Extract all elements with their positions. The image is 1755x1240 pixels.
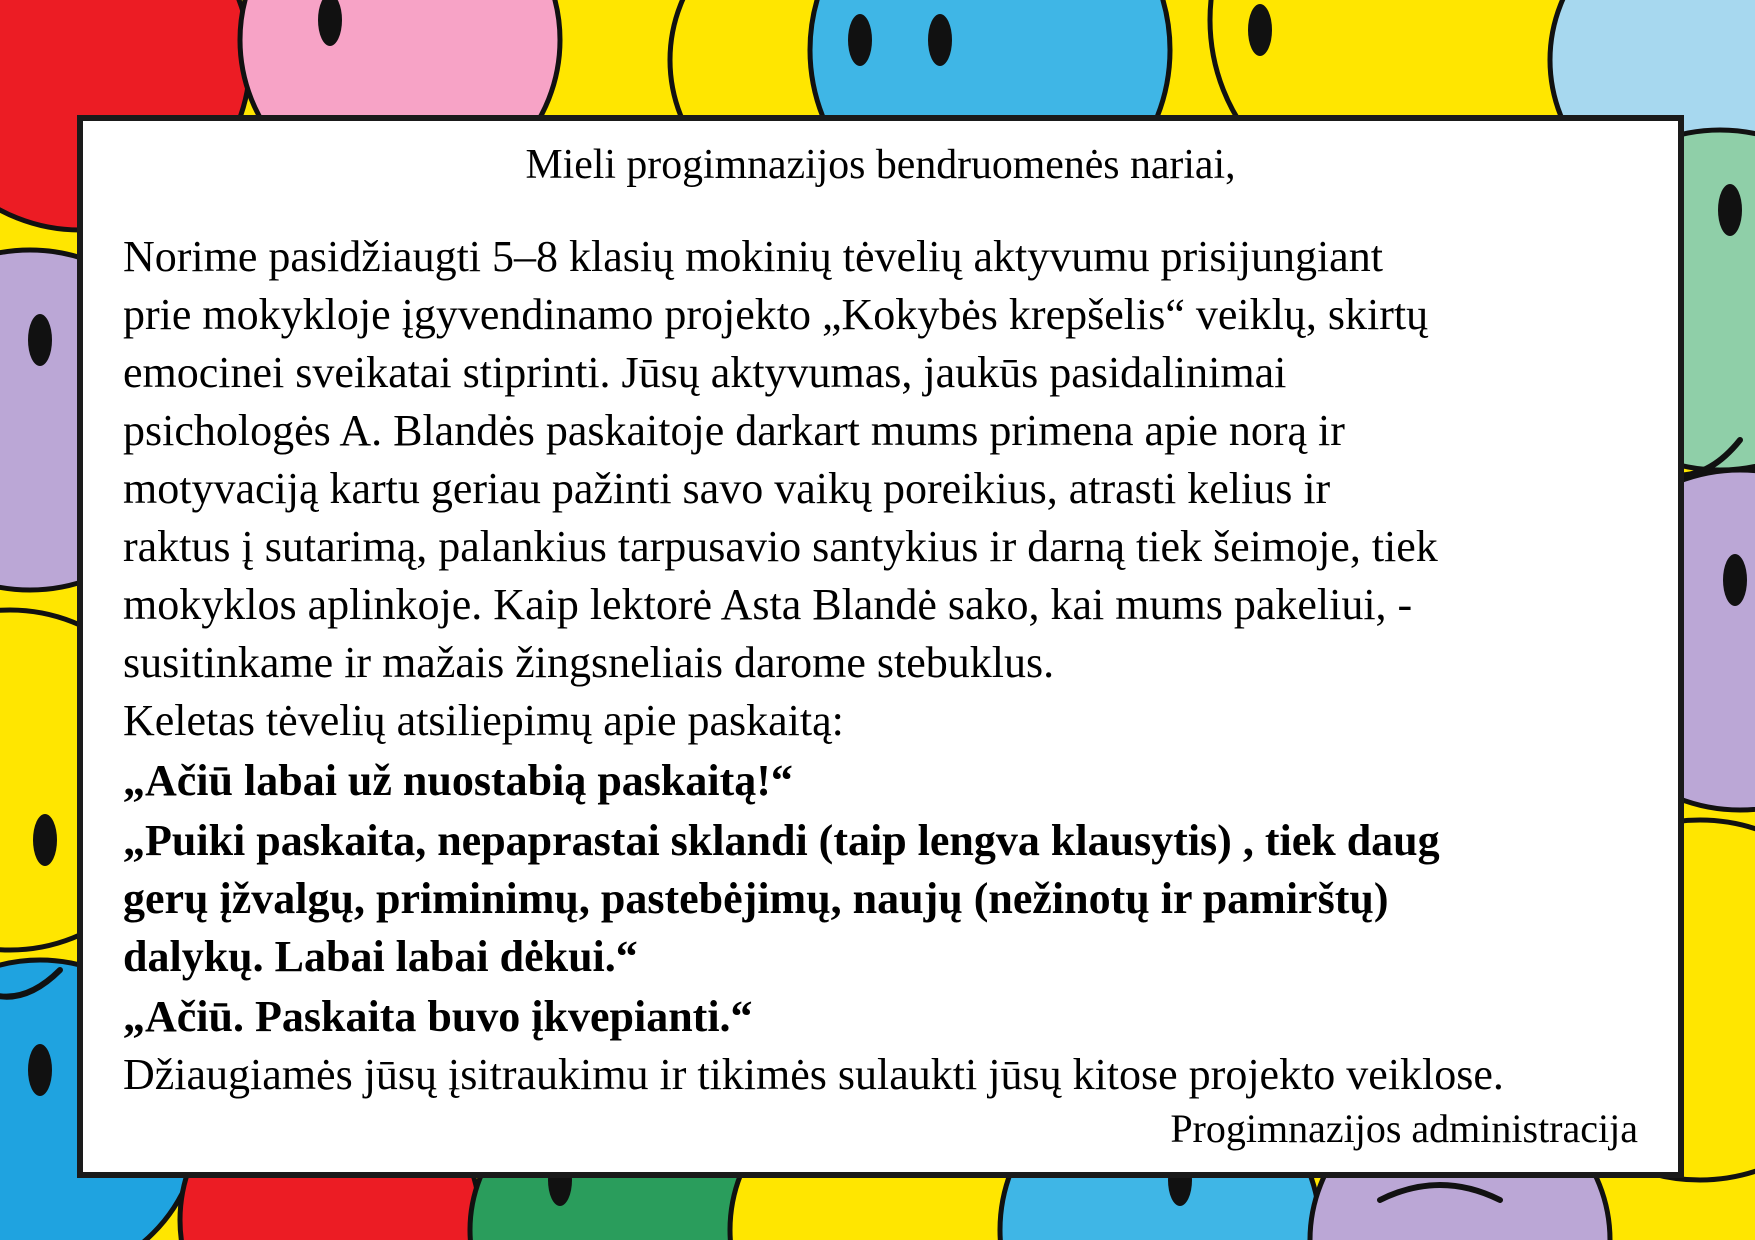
paragraph-line: raktus į sutarimą, palankius tarpusavio santykius ir darną tiek šeimoje, tiek [123,522,1438,571]
paragraph-line: prie mokykloje įgyvendinamo projekto „Kokybės krepšelis“ veiklų, skirtų [123,290,1429,339]
paragraph-line: Norime pasidžiaugti 5–8 klasių mokinių tėvelių aktyvumu prisijungiant [123,232,1383,281]
feedback-quote-line: dalykų. Labai labai dėkui.“ [123,932,638,981]
paragraph-line: mokyklos aplinkoje. Kaip lektorė Asta Blandė sako, kai mums pakeliui, - [123,580,1413,629]
paragraph-line: emocinei sveikatai stiprinti. Jūsų aktyvumas, jaukūs pasidalinimai [123,348,1287,397]
feedback-quote-line: „Puiki paskaita, nepaprastai sklandi (taip lengva klausytis) , tiek daug [123,816,1440,865]
feedback-quote: „Ačiū labai už nuostabią paskaitą!“ [123,756,793,805]
closing-text: Džiaugiamės jūsų įsitraukimu ir tikimės sulaukti jūsų kitose projekto veiklose. [123,1050,1504,1099]
feedback-intro: Keletas tėvelių atsiliepimų apie paskaitą: [123,696,844,745]
paragraph-line: susitinkame ir mažais žingsneliais darome stebuklus. [123,638,1055,687]
signature: Progimnazijos administracija [1170,1106,1638,1151]
greeting: Mieli progimnazijos bendruomenės nariai, [525,142,1236,188]
letter-card [77,115,1684,1178]
paragraph-line: motyvaciją kartu geriau pažinti savo vaikų poreikius, atrasti kelius ir [123,464,1331,513]
feedback-quote: „Ačiū. Paskaita buvo įkvepianti.“ [123,992,753,1041]
feedback-quote-line: gerų įžvalgų, priminimų, pastebėjimų, naujų (nežinotų ir pamirštų) [123,874,1389,923]
paragraph-line: psichologės A. Blandės paskaitoje darkart mums primena apie norą ir [123,406,1345,455]
